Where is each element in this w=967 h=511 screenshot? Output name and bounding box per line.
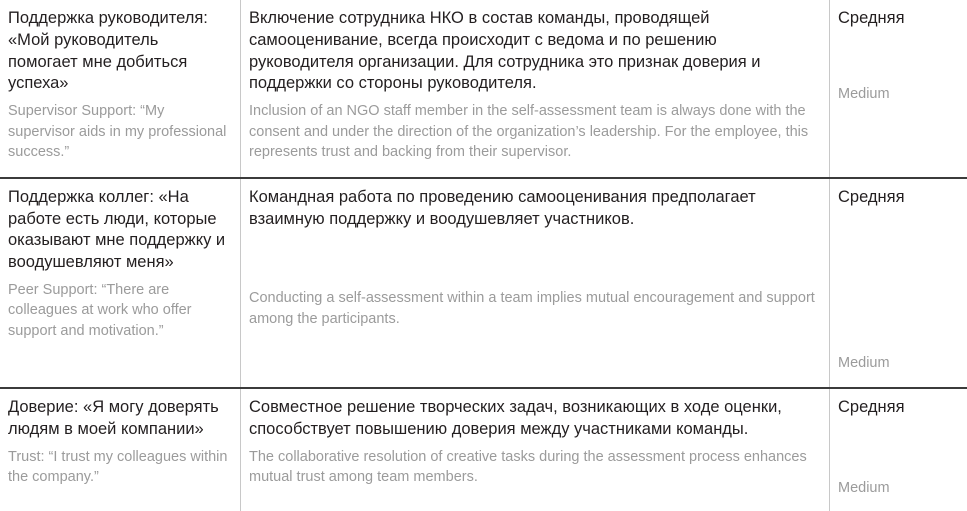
level-russian: Средняя [838, 8, 967, 29]
description-english: Conducting a self-assessment within a team implies mutual encouragement and support among the participants. [249, 288, 819, 329]
spacer [838, 29, 967, 85]
description-russian: Включение сотрудника НКО в состав команды, проводящей самооценивание, всегда происходит с ведома и по решению руководителя организации. Для сотрудника это признак доверия и поддержки со стороны руководителя. [249, 8, 819, 95]
description-english: Inclusion of an NGO staff member in the self-assessment team is always done with the consent and under the direction of the organization’s leadership. For the employee, this represents trust and backing from their supervisor. [249, 101, 819, 163]
level-english: Medium [838, 479, 967, 498]
term-russian: Поддержка коллег: «На работе есть люди, которые оказывают мне поддержку и воодушевляют меня» [8, 187, 230, 274]
term-cell [0, 0, 241, 178]
term-english: Peer Support: “There are colleagues at work who offer support and motivation.” [8, 280, 230, 342]
spacer [249, 230, 819, 288]
table-row [0, 0, 967, 178]
description-cell [241, 178, 830, 388]
level-cell [830, 0, 967, 178]
description-russian: Совместное решение творческих задач, возникающих в ходе оценки, способствует повышению доверия между участниками команды. [249, 397, 819, 441]
level-russian: Средняя [838, 397, 967, 418]
description-cell [241, 0, 830, 178]
spacer [838, 208, 967, 354]
level-english: Medium [838, 354, 967, 373]
term-english: Trust: “I trust my colleagues within the company.” [8, 447, 230, 488]
level-cell [830, 178, 967, 388]
term-russian: Поддержка руководителя: «Мой руководитель помогает мне добиться успеха» [8, 8, 230, 95]
term-english: Supervisor Support: “My supervisor aids in my professional success.” [8, 101, 230, 163]
description-cell [241, 388, 830, 511]
term-cell [0, 388, 241, 511]
table-row [0, 178, 967, 388]
level-cell [830, 388, 967, 511]
level-english: Medium [838, 85, 967, 104]
level-russian: Средняя [838, 187, 967, 208]
term-cell [0, 178, 241, 388]
description-russian: Командная работа по проведению самооценивания предполагает взаимную поддержку и воодушевляет участников. [249, 187, 819, 231]
term-russian: Доверие: «Я могу доверять людям в моей компании» [8, 397, 230, 441]
description-english: The collaborative resolution of creative tasks during the assessment process enhances mutual trust among team members. [249, 447, 819, 488]
table-row [0, 388, 967, 511]
